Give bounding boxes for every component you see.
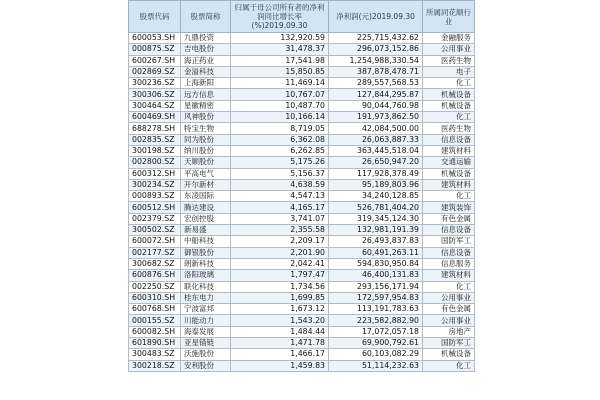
industry-cell: 电子 [423, 66, 475, 77]
net-profit-cell: 113,191,783.63 [329, 304, 423, 315]
table-row [129, 225, 475, 236]
profit-growth-cell: 1,734.56 [231, 281, 329, 292]
table-row [129, 123, 475, 134]
net-profit-cell: 34,240,128.85 [329, 191, 423, 202]
table-row [129, 270, 475, 281]
table-row [129, 349, 475, 360]
industry-cell: 信息设备 [423, 134, 475, 145]
net-profit-cell: 319,345,124.30 [329, 213, 423, 224]
stock-code-cell: 601890.SH [129, 338, 181, 349]
profit-growth-cell: 2,042.41 [231, 258, 329, 269]
stock-code-cell: 300502.SZ [129, 225, 181, 236]
table-row [129, 292, 475, 303]
header-industry: 所属同花顺行业 [423, 1, 475, 33]
profit-growth-cell: 2,355.58 [231, 225, 329, 236]
header-profit-growth: 归属于母公司所有者的净利润同比增长率(%)2019.09.30 [231, 1, 329, 33]
profit-growth-cell: 1,484.44 [231, 326, 329, 337]
stock-name-cell: 新易盛 [181, 225, 231, 236]
stock-code-cell: 600072.SH [129, 236, 181, 247]
stock-code-cell: 300483.SZ [129, 349, 181, 360]
net-profit-cell: 51,114,232.63 [329, 360, 423, 371]
header-stock-name: 股票简称 [181, 1, 231, 33]
industry-cell: 国防军工 [423, 236, 475, 247]
net-profit-cell: 293,156,171.94 [329, 281, 423, 292]
industry-cell: 机械设备 [423, 89, 475, 100]
industry-cell: 建筑材料 [423, 270, 475, 281]
industry-cell: 房地产 [423, 326, 475, 337]
table-row [129, 202, 475, 213]
stock-code-cell: 600768.SH [129, 304, 181, 315]
industry-cell: 建筑材料 [423, 145, 475, 156]
table-row [129, 33, 475, 44]
net-profit-cell: 363,445,518.04 [329, 145, 423, 156]
stock-name-cell: 特宝生物 [181, 123, 231, 134]
stock-code-cell: 300198.SZ [129, 145, 181, 156]
stock-name-cell: 洛阳玻璃 [181, 270, 231, 281]
profit-growth-cell: 1,699.85 [231, 292, 329, 303]
table-row [129, 112, 475, 123]
stock-name-cell: 桂东电力 [181, 292, 231, 303]
profit-growth-cell: 1,471.78 [231, 338, 329, 349]
stock-code-cell: 600312.SH [129, 168, 181, 179]
net-profit-cell: 26,063,887.33 [329, 134, 423, 145]
table-row [129, 134, 475, 145]
stock-code-cell: 002869.SZ [129, 66, 181, 77]
industry-cell: 化工 [423, 281, 475, 292]
net-profit-cell: 225,715,432.62 [329, 33, 423, 44]
stock-name-cell: 同为股份 [181, 134, 231, 145]
net-profit-cell: 42,084,500.00 [329, 123, 423, 134]
stock-code-cell: 300234.SZ [129, 179, 181, 190]
stock-name-cell: 沃施股份 [181, 349, 231, 360]
stock-code-cell: 002835.SZ [129, 134, 181, 145]
table-row [129, 100, 475, 111]
industry-cell: 化工 [423, 360, 475, 371]
table-row [129, 281, 475, 292]
stock-code-cell: 600310.SH [129, 292, 181, 303]
stock-name-cell: 金溢科技 [181, 66, 231, 77]
net-profit-cell: 17,072,057.18 [329, 326, 423, 337]
stock-name-cell: 开尔新材 [181, 179, 231, 190]
table-row [129, 236, 475, 247]
profit-growth-cell: 132,920.59 [231, 33, 329, 44]
table-row [129, 89, 475, 100]
stock-code-cell: 300306.SZ [129, 89, 181, 100]
stock-code-cell: 300236.SZ [129, 78, 181, 89]
stock-name-cell: 御银股份 [181, 247, 231, 258]
table-row [129, 44, 475, 55]
industry-cell: 金融服务 [423, 33, 475, 44]
profit-growth-cell: 5,156.37 [231, 168, 329, 179]
net-profit-cell: 46,400,131.83 [329, 270, 423, 281]
stock-name-cell: 星徽精密 [181, 100, 231, 111]
stock-name-cell: 宏创控股 [181, 213, 231, 224]
stock-table [128, 0, 475, 372]
profit-growth-cell: 11,469.14 [231, 78, 329, 89]
table-row [129, 66, 475, 77]
industry-cell: 公用事业 [423, 292, 475, 303]
industry-cell: 有色金属 [423, 304, 475, 315]
profit-growth-cell: 1,797.47 [231, 270, 329, 281]
net-profit-cell: 1,254,988,330.54 [329, 55, 423, 66]
industry-cell: 信息服务 [423, 258, 475, 269]
stock-code-cell: 300682.SZ [129, 258, 181, 269]
table-row [129, 168, 475, 179]
stock-table-sheet [128, 0, 474, 372]
stock-name-cell: 亚星锚链 [181, 338, 231, 349]
table-row [129, 258, 475, 269]
stock-name-cell: 吉电股份 [181, 44, 231, 55]
profit-growth-cell: 6,362.08 [231, 134, 329, 145]
net-profit-cell: 289,557,568.53 [329, 78, 423, 89]
stock-name-cell: 平高电气 [181, 168, 231, 179]
profit-growth-cell: 2,209.17 [231, 236, 329, 247]
industry-cell: 医药生物 [423, 123, 475, 134]
profit-growth-cell: 1,466.17 [231, 349, 329, 360]
profit-growth-cell: 10,166.14 [231, 112, 329, 123]
table-header [129, 1, 475, 33]
industry-cell: 医药生物 [423, 55, 475, 66]
industry-cell: 化工 [423, 112, 475, 123]
stock-name-cell: 宁波富邦 [181, 304, 231, 315]
net-profit-cell: 387,878,478.71 [329, 66, 423, 77]
stock-name-cell: 纳川股份 [181, 145, 231, 156]
profit-growth-cell: 17,541.98 [231, 55, 329, 66]
net-profit-cell: 127,844,295.87 [329, 89, 423, 100]
industry-cell: 建筑装饰 [423, 202, 475, 213]
table-row [129, 179, 475, 190]
profit-growth-cell: 10,487.70 [231, 100, 329, 111]
stock-name-cell: 九鼎投资 [181, 33, 231, 44]
stock-name-cell: 腾达建设 [181, 202, 231, 213]
stock-name-cell: 朗新科技 [181, 258, 231, 269]
stock-code-cell: 300218.SZ [129, 360, 181, 371]
industry-cell: 机械设备 [423, 168, 475, 179]
stock-code-cell: 600469.SH [129, 112, 181, 123]
net-profit-cell: 172,597,954.83 [329, 292, 423, 303]
profit-growth-cell: 5,175.26 [231, 157, 329, 168]
profit-growth-cell: 1,543.20 [231, 315, 329, 326]
stock-name-cell: 联化科技 [181, 281, 231, 292]
industry-cell: 信息设备 [423, 225, 475, 236]
industry-cell: 有色金属 [423, 213, 475, 224]
table-row [129, 78, 475, 89]
stock-code-cell: 000155.SZ [129, 315, 181, 326]
stock-name-cell: 风神股份 [181, 112, 231, 123]
table-row [129, 247, 475, 258]
net-profit-cell: 132,981,191.39 [329, 225, 423, 236]
table-row [129, 55, 475, 66]
table-row [129, 360, 475, 371]
profit-growth-cell: 8,719.05 [231, 123, 329, 134]
table-row [129, 145, 475, 156]
profit-growth-cell: 2,201.90 [231, 247, 329, 258]
stock-code-cell: 300464.SZ [129, 100, 181, 111]
stock-name-cell: 安利股份 [181, 360, 231, 371]
net-profit-cell: 296,073,152.86 [329, 44, 423, 55]
stock-code-cell: 002379.SZ [129, 213, 181, 224]
industry-cell: 化工 [423, 78, 475, 89]
stock-code-cell: 002250.SZ [129, 281, 181, 292]
net-profit-cell: 60,103,082.29 [329, 349, 423, 360]
stock-name-cell: 天顺股份 [181, 157, 231, 168]
profit-growth-cell: 1,673.12 [231, 304, 329, 315]
stock-name-cell: 川能动力 [181, 315, 231, 326]
net-profit-cell: 60,491,263.11 [329, 247, 423, 258]
table-row [129, 326, 475, 337]
table-row [129, 157, 475, 168]
profit-growth-cell: 6,262.85 [231, 145, 329, 156]
header-net-profit: 净利润(元)2019.09.30 [329, 1, 423, 33]
stock-name-cell: 海泰发展 [181, 326, 231, 337]
stock-code-cell: 688278.SH [129, 123, 181, 134]
stock-code-cell: 002177.SZ [129, 247, 181, 258]
industry-cell: 信息设备 [423, 247, 475, 258]
table-row [129, 338, 475, 349]
profit-growth-cell: 1,459.83 [231, 360, 329, 371]
profit-growth-cell: 31,478.37 [231, 44, 329, 55]
net-profit-cell: 191,973,862.50 [329, 112, 423, 123]
industry-cell: 化工 [423, 191, 475, 202]
stock-code-cell: 600512.SH [129, 202, 181, 213]
profit-growth-cell: 4,165.17 [231, 202, 329, 213]
stock-name-cell: 海正药业 [181, 55, 231, 66]
stock-code-cell: 600053.SH [129, 33, 181, 44]
profit-growth-cell: 4,547.13 [231, 191, 329, 202]
stock-code-cell: 600082.SH [129, 326, 181, 337]
net-profit-cell: 26,493,837.83 [329, 236, 423, 247]
net-profit-cell: 95,189,803.96 [329, 179, 423, 190]
industry-cell: 机械设备 [423, 349, 475, 360]
table-body [129, 33, 475, 372]
stock-code-cell: 600876.SH [129, 270, 181, 281]
stock-code-cell: 000893.SZ [129, 191, 181, 202]
stock-name-cell: 远方信息 [181, 89, 231, 100]
industry-cell: 机械设备 [423, 100, 475, 111]
industry-cell: 交通运输 [423, 157, 475, 168]
profit-growth-cell: 4,638.59 [231, 179, 329, 190]
net-profit-cell: 594,830,950.84 [329, 258, 423, 269]
stock-code-cell: 000875.SZ [129, 44, 181, 55]
table-row [129, 191, 475, 202]
profit-growth-cell: 15,850.85 [231, 66, 329, 77]
header-stock-code: 股票代码 [129, 1, 181, 33]
stock-code-cell: 002800.SZ [129, 157, 181, 168]
stock-name-cell: 上海新阳 [181, 78, 231, 89]
stock-code-cell: 600267.SH [129, 55, 181, 66]
net-profit-cell: 117,928,378.49 [329, 168, 423, 179]
stock-name-cell: 东凌国际 [181, 191, 231, 202]
table-row [129, 315, 475, 326]
net-profit-cell: 69,900,792.61 [329, 338, 423, 349]
table-row [129, 304, 475, 315]
industry-cell: 国防军工 [423, 338, 475, 349]
industry-cell: 公用事业 [423, 44, 475, 55]
net-profit-cell: 90,044,760.98 [329, 100, 423, 111]
industry-cell: 建筑材料 [423, 179, 475, 190]
net-profit-cell: 526,781,404.20 [329, 202, 423, 213]
table-row [129, 213, 475, 224]
stock-name-cell: 中船科技 [181, 236, 231, 247]
net-profit-cell: 26,650,947.20 [329, 157, 423, 168]
profit-growth-cell: 3,741.07 [231, 213, 329, 224]
net-profit-cell: 223,582,882.90 [329, 315, 423, 326]
profit-growth-cell: 10,767.07 [231, 89, 329, 100]
industry-cell: 公用事业 [423, 315, 475, 326]
